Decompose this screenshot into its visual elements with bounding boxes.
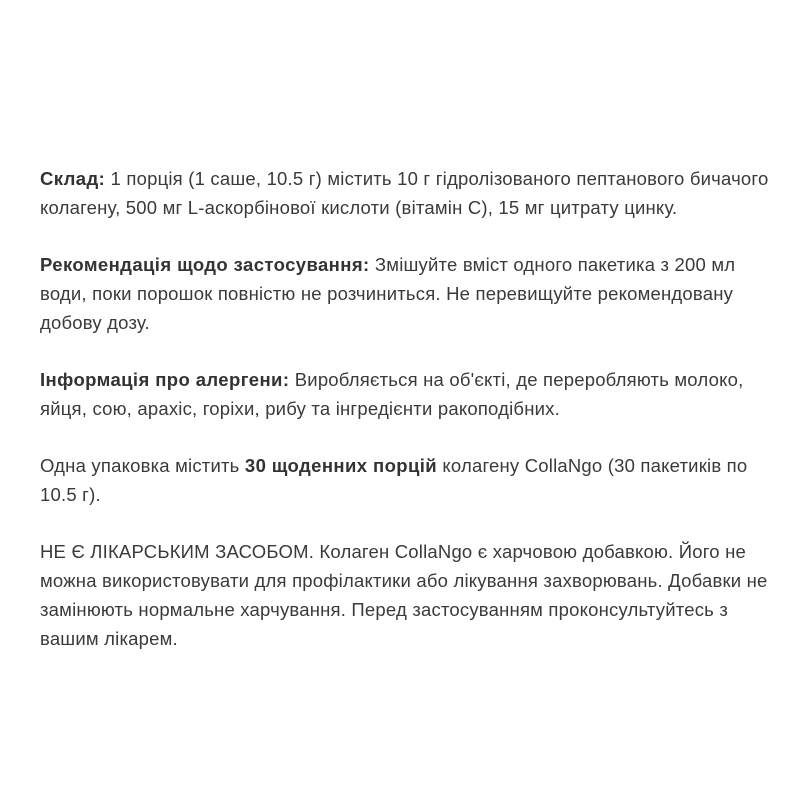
paragraph-disclaimer [40,537,772,653]
paragraph-composition [40,164,772,222]
composition-body: 1 порція (1 саше, 10.5 г) містить 10 г гідролізованого пептанового бичачого колагену, 500 мг L-аскорбінової кислоти (вітамін C), 15 мг цитрату цинку. [40,168,769,218]
servings-tail: колагену CollaNgo (30 пакетиків по 10.5 г). [40,455,748,505]
paragraph-allergen-info [40,365,772,423]
disclaimer-body: НЕ Є ЛІКАРСЬКИМ ЗАСОБОМ. Колаген CollaNgo є харчовою добавкою. Його не можна використовувати для профілактики або лікування захворювань. Добавки не замінюють нормальне харчування. Перед застосуванням проконсультуйтесь з вашим лікарем. [40,541,768,649]
paragraph-usage-recommendation [40,250,772,337]
servings-lead: Одна упаковка містить [40,455,245,476]
usage-recommendation-heading: Рекомендація щодо застосування: [40,254,370,275]
product-description-text [40,164,772,653]
allergen-info-heading: Інформація про алергени: [40,369,290,390]
servings-count: 30 щоденних порцій [244,455,438,476]
composition-heading: Склад: [40,168,106,189]
paragraph-servings [40,451,772,509]
allergen-info-body: Виробляється на об'єкті, де переробляють молоко, яйця, сою, арахіс, горіхи, рибу та інгредієнти ракоподібних. [40,369,744,419]
usage-recommendation-body: Змішуйте вміст одного пакетика з 200 мл води, поки порошок повністю не розчиниться. Не перевищуйте рекомендовану добову дозу. [40,254,736,333]
